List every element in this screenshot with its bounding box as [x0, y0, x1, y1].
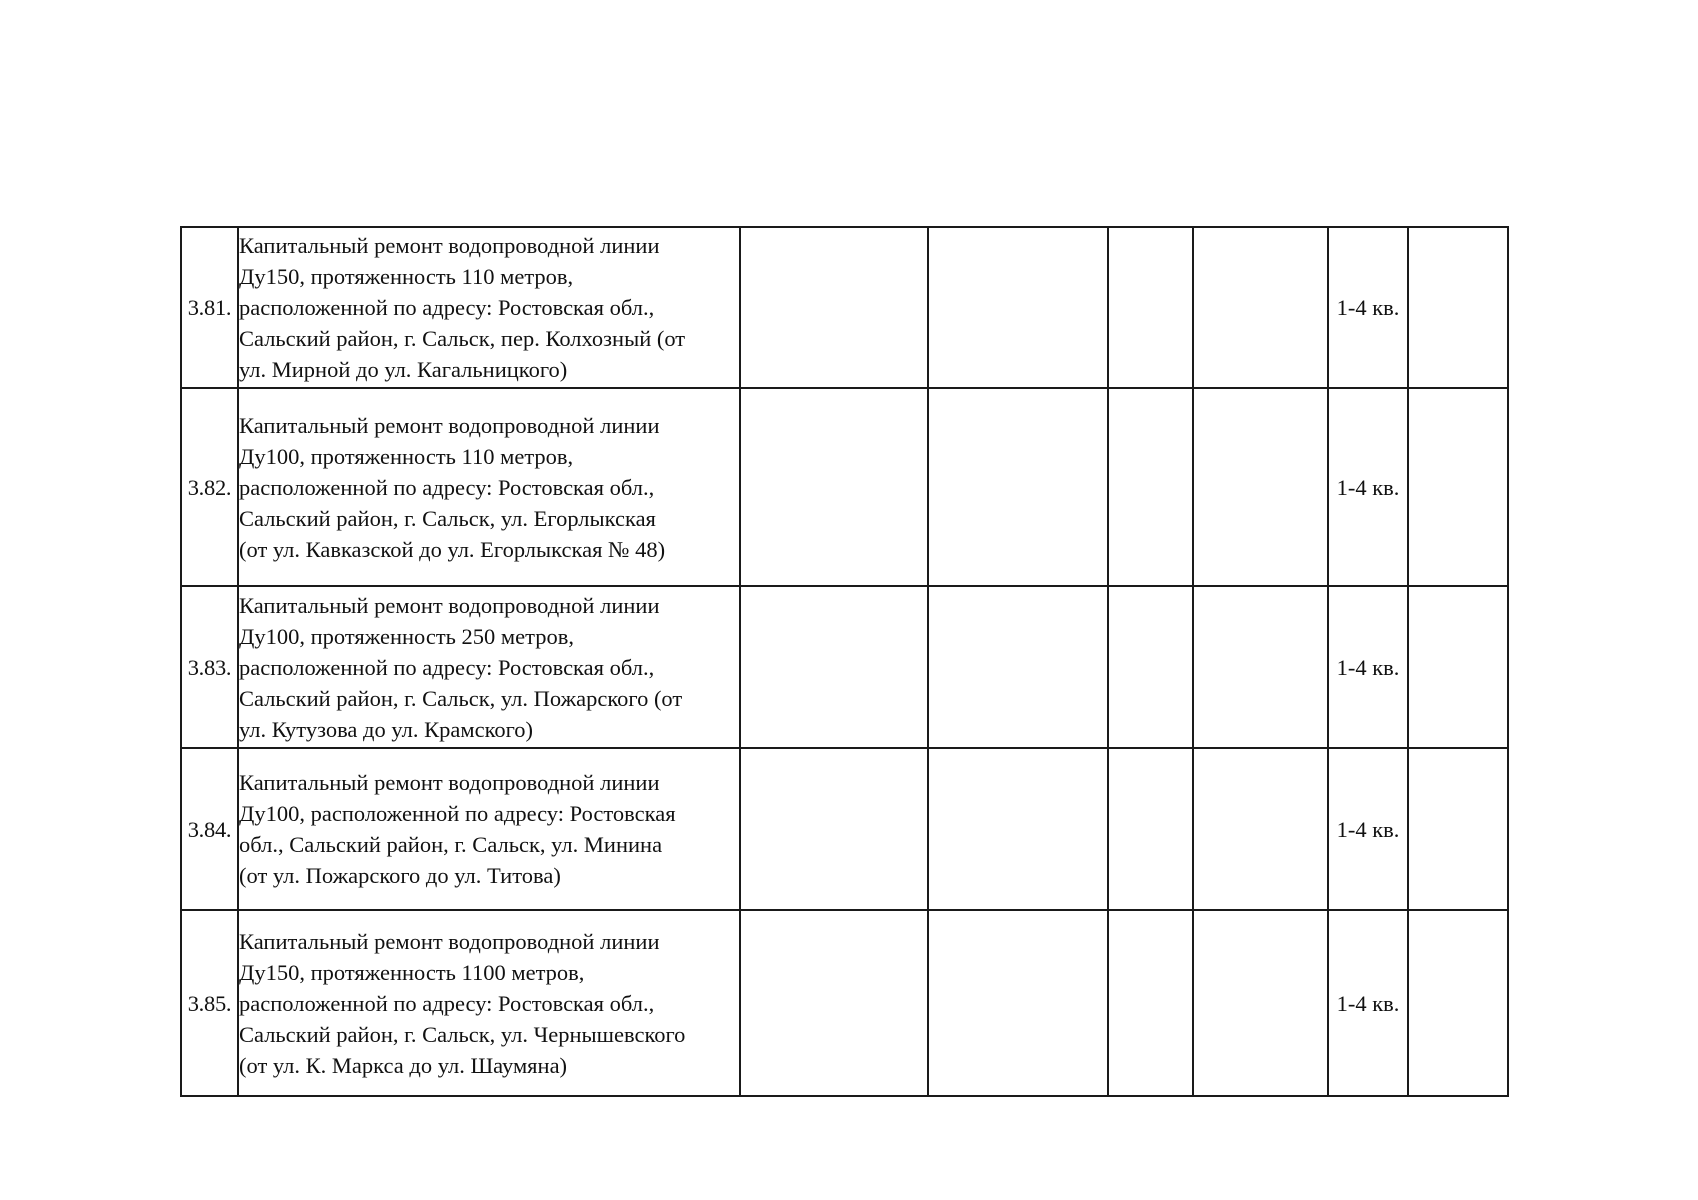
description-line: расположенной по адресу: Ростовская обл., — [239, 990, 655, 1016]
work-description — [238, 227, 740, 388]
term-cell: 1-4 кв. — [1328, 748, 1408, 910]
description-line: Ду100, расположенной по адресу: Ростовская — [239, 801, 676, 826]
empty-cell — [1193, 586, 1328, 748]
empty-cell — [1108, 910, 1193, 1096]
empty-cell — [928, 227, 1108, 388]
row-number: 3.85. — [181, 910, 238, 1096]
document-page — [180, 226, 1509, 1097]
empty-cell — [1408, 586, 1508, 748]
description-line: ул. Мирной до ул. Кагальницкого) — [239, 357, 568, 382]
row-number: 3.81. — [181, 227, 238, 388]
empty-cell — [740, 227, 928, 388]
work-description — [238, 748, 740, 910]
empty-cell — [1193, 748, 1328, 910]
empty-cell — [1108, 388, 1193, 586]
empty-cell — [740, 388, 928, 586]
empty-cell — [1408, 748, 1508, 910]
works-table — [180, 226, 1509, 1097]
description-line: Сальский район, г. Сальск, ул. Чернышевского — [239, 1021, 686, 1047]
empty-cell — [1193, 227, 1328, 388]
table-row — [181, 910, 1508, 1096]
description-line: Капитальный ремонт водопроводной линии — [239, 592, 660, 618]
row-number: 3.84. — [181, 748, 238, 910]
work-description — [238, 388, 740, 586]
work-description — [238, 910, 740, 1096]
description-line: Ду150, протяженность 110 метров, — [239, 264, 574, 289]
empty-cell — [1408, 388, 1508, 586]
description-line: (от ул. Кавказской до ул. Егорлыкская № 48) — [239, 536, 666, 562]
table-row — [181, 388, 1508, 586]
description-line: Капитальный ремонт водопроводной линии — [239, 233, 660, 258]
description-line: расположенной по адресу: Ростовская обл., — [239, 295, 655, 320]
empty-cell — [740, 910, 928, 1096]
empty-cell — [1108, 227, 1193, 388]
empty-cell — [928, 586, 1108, 748]
table-row — [181, 586, 1508, 748]
description-line: (от ул. Пожарского до ул. Титова) — [239, 863, 561, 888]
term-cell: 1-4 кв. — [1328, 910, 1408, 1096]
term-cell: 1-4 кв. — [1328, 227, 1408, 388]
empty-cell — [740, 586, 928, 748]
description-line: Капитальный ремонт водопроводной линии — [239, 770, 660, 795]
description-line: Капитальный ремонт водопроводной линии — [239, 928, 660, 954]
empty-cell — [1193, 910, 1328, 1096]
row-number: 3.82. — [181, 388, 238, 586]
empty-cell — [928, 748, 1108, 910]
table-row — [181, 748, 1508, 910]
table-row — [181, 227, 1508, 388]
description-line: Ду150, протяженность 1100 метров, — [239, 959, 585, 985]
description-line: Сальский район, г. Сальск, пер. Колхозный (от — [239, 326, 686, 351]
description-line: (от ул. К. Маркса до ул. Шаумяна) — [239, 1052, 568, 1078]
empty-cell — [1108, 586, 1193, 748]
term-cell: 1-4 кв. — [1328, 388, 1408, 586]
empty-cell — [1108, 748, 1193, 910]
description-line: Сальский район, г. Сальск, ул. Пожарского (от — [239, 685, 683, 711]
description-line: Сальский район, г. Сальск, ул. Егорлыкская — [239, 505, 656, 531]
description-line: ул. Кутузова до ул. Крамского) — [239, 716, 534, 742]
description-line: Ду100, протяженность 250 метров, — [239, 623, 575, 649]
term-cell: 1-4 кв. — [1328, 586, 1408, 748]
row-number: 3.83. — [181, 586, 238, 748]
description-line: Капитальный ремонт водопроводной линии — [239, 412, 660, 438]
description-line: Ду100, протяженность 110 метров, — [239, 443, 574, 469]
empty-cell — [1408, 227, 1508, 388]
work-description — [238, 586, 740, 748]
description-line: обл., Сальский район, г. Сальск, ул. Минина — [239, 832, 663, 857]
empty-cell — [1193, 388, 1328, 586]
empty-cell — [1408, 910, 1508, 1096]
empty-cell — [928, 388, 1108, 586]
description-line: расположенной по адресу: Ростовская обл., — [239, 474, 655, 500]
description-line: расположенной по адресу: Ростовская обл., — [239, 654, 655, 680]
empty-cell — [740, 748, 928, 910]
empty-cell — [928, 910, 1108, 1096]
